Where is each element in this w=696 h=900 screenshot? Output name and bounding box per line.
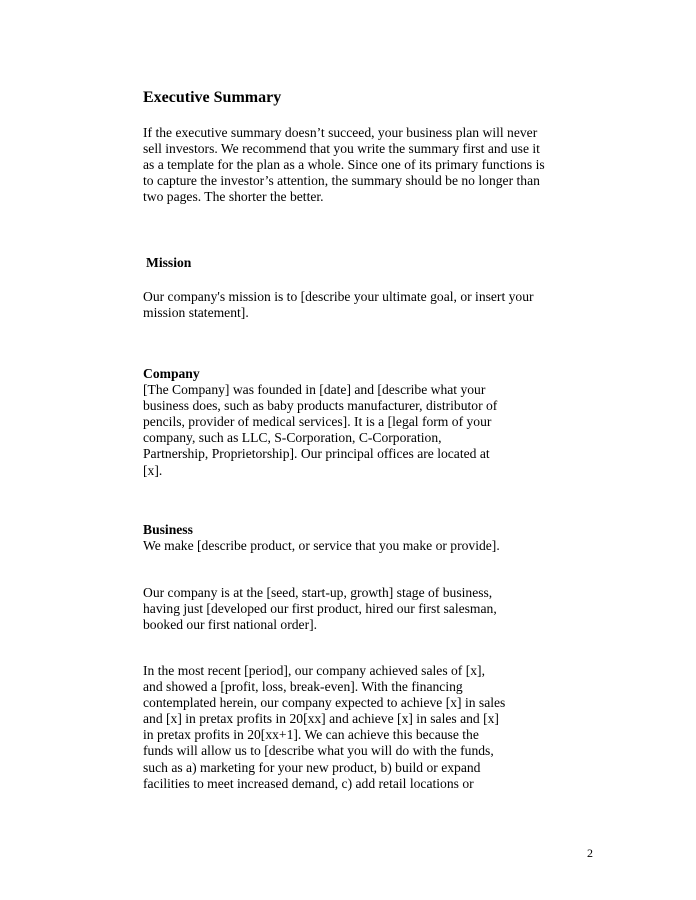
text-line: having just [developed our first product, hired our first salesman,: [143, 601, 497, 617]
text-line: pencils, provider of medical services]. It is a [legal form of your: [143, 414, 492, 430]
text-line: such as a) marketing for your new product, b) build or expand: [143, 759, 481, 775]
text-line: mission statement].: [143, 305, 249, 321]
text-line: in pretax profits in 20[xx+1]. We can achieve this because the: [143, 727, 479, 743]
text-line: booked our first national order].: [143, 617, 318, 633]
text-line: Our company is at the [seed, start-up, growth] stage of business,: [143, 585, 493, 600]
text-line: Partnership, Proprietorship]. Our principal offices are located at: [143, 446, 490, 462]
stage-paragraph: [143, 585, 563, 633]
text-line: In the most recent [period], our company achieved sales of [x],: [143, 663, 485, 678]
business-heading: Business: [143, 522, 193, 537]
text-line: contemplated herein, our company expected to achieve [x] in sales: [143, 695, 506, 711]
text-line: and [x] in pretax profits in 20[xx] and achieve [x] in sales and [x]: [143, 711, 499, 727]
text-line: to capture the investor’s attention, the summary should be no longer than: [143, 173, 540, 189]
text-line: [The Company] was founded in [date] and [describe what your: [143, 382, 486, 398]
business-section: [143, 522, 563, 554]
text-line: business does, such as baby products manufacturer, distributor of: [143, 398, 498, 414]
text-line: sell investors. We recommend that you write the summary first and use it: [143, 141, 540, 157]
mission-paragraph: [143, 289, 563, 321]
sales-paragraph: [143, 663, 563, 792]
text-line: two pages. The shorter the better.: [143, 189, 324, 205]
page-title: Executive Summary: [143, 89, 282, 106]
text-line: as a template for the plan as a whole. Since one of its primary functions is: [143, 157, 545, 173]
text-line: If the executive summary doesn’t succeed, your business plan will never: [143, 125, 538, 140]
company-heading: Company: [143, 366, 200, 381]
mission-heading: Mission: [146, 255, 192, 270]
text-line: We make [describe product, or service that you make or provide].: [143, 538, 500, 554]
company-section: [143, 366, 563, 479]
text-line: funds will allow us to [describe what you will do with the funds,: [143, 743, 494, 759]
page-number: 2: [587, 846, 593, 860]
text-line: [x].: [143, 462, 163, 478]
text-line: company, such as LLC, S-Corporation, C-Corporation,: [143, 430, 442, 446]
text-line: facilities to meet increased demand, c) add retail locations or: [143, 775, 474, 791]
text-line: Our company's mission is to [describe your ultimate goal, or insert your: [143, 289, 534, 304]
intro-paragraph: [143, 125, 563, 205]
text-line: and showed a [profit, loss, break-even]. With the financing: [143, 679, 463, 695]
